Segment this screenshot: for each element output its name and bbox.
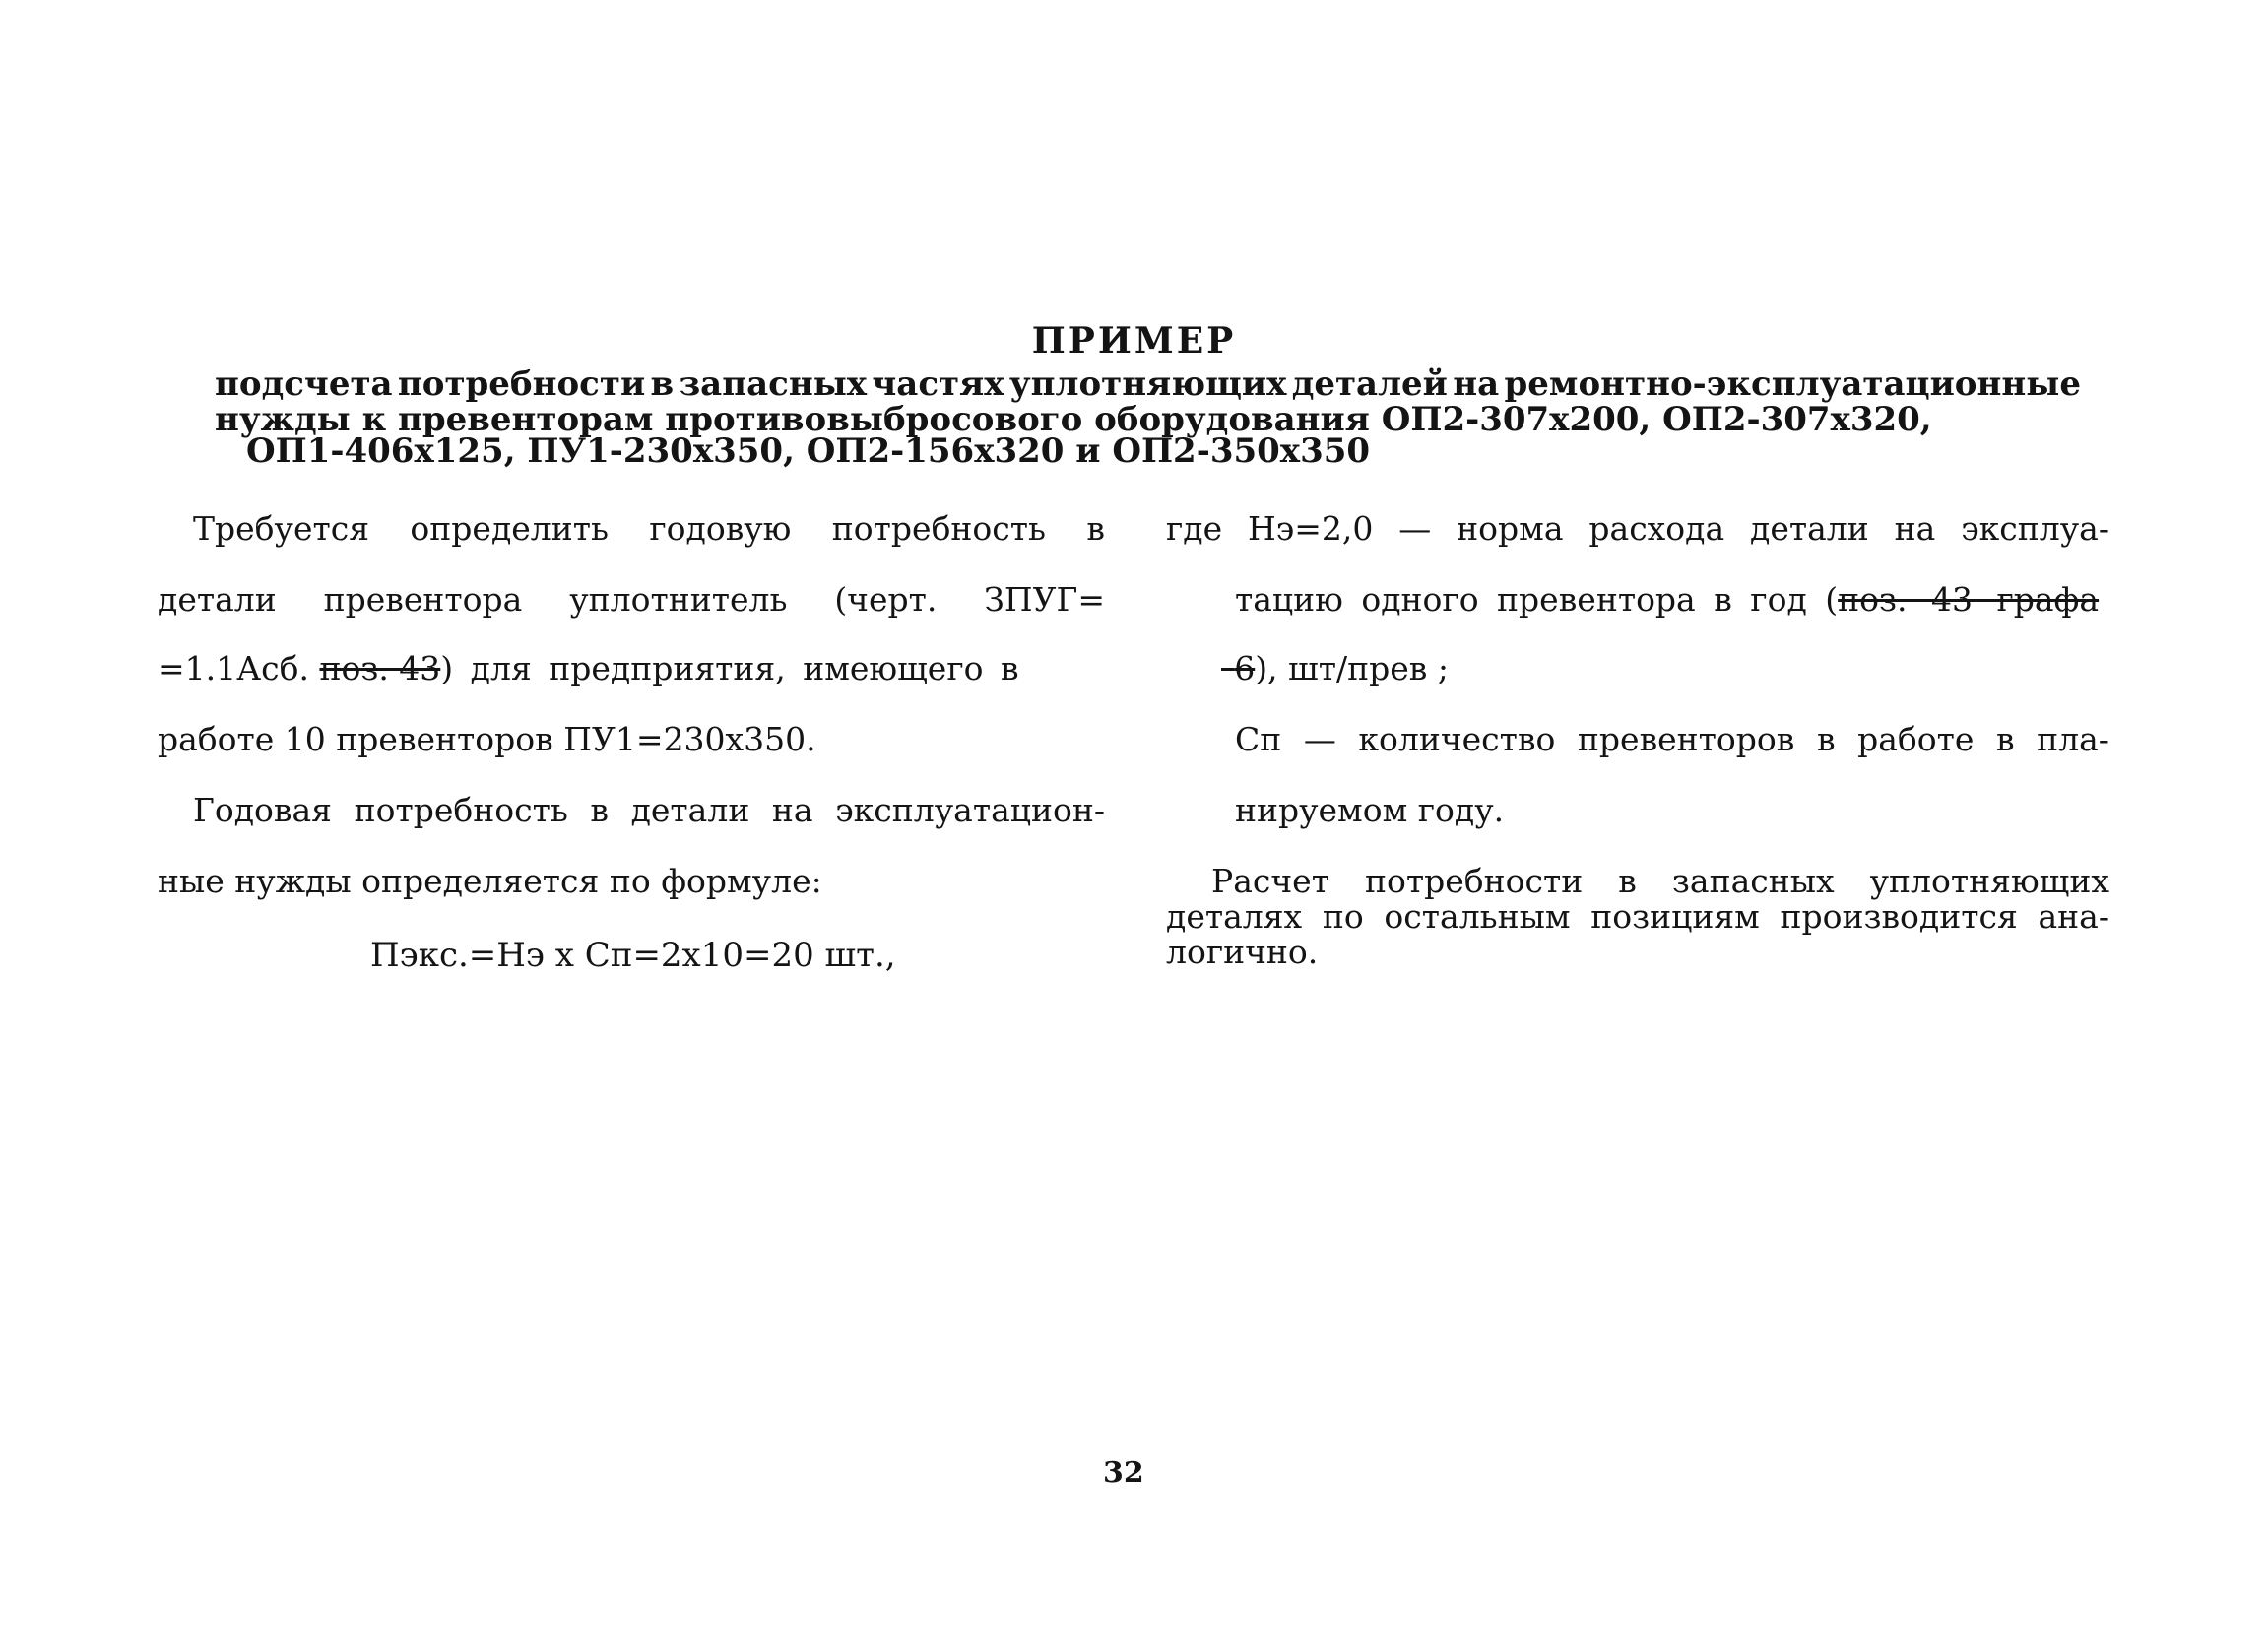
left-p2-line-1 bbox=[193, 791, 1105, 829]
right-p1-line-3 bbox=[1221, 649, 1449, 687]
word: позициям bbox=[1590, 897, 1760, 936]
word: детали bbox=[630, 791, 750, 829]
subtitle-word: подсчета bbox=[215, 364, 393, 404]
word: превентора bbox=[323, 580, 523, 619]
left-p1-line-4: работе 10 превенторов ПУ1=230х350. bbox=[158, 720, 816, 758]
word: в bbox=[590, 791, 609, 829]
struck-dash bbox=[1221, 649, 1234, 687]
word: работе bbox=[1857, 720, 1975, 758]
subtitle-word: частях bbox=[872, 364, 1004, 404]
word: — bbox=[1398, 509, 1432, 548]
word: ана- bbox=[2038, 897, 2109, 936]
word: детали bbox=[1750, 509, 1869, 548]
word: норма bbox=[1457, 509, 1564, 548]
right-p2-line-2 bbox=[1166, 897, 2109, 936]
word: количество bbox=[1358, 720, 1556, 758]
word: на bbox=[771, 791, 813, 829]
subtitle-line-3: ОП1-406х125, ПУ1-230х350, ОП2-156х320 и ОП2-350х350 bbox=[246, 431, 1371, 471]
left-p1-line-1 bbox=[193, 509, 1105, 548]
word: — bbox=[1303, 720, 1336, 758]
subtitle-line-1 bbox=[215, 364, 2081, 404]
word: производится bbox=[1780, 897, 2018, 936]
word: определить bbox=[410, 509, 609, 548]
word: в bbox=[1995, 720, 2015, 758]
formula: Пэкс.=Нэ х Сп=2х10=20 шт., bbox=[370, 936, 896, 975]
word: потребность bbox=[354, 791, 568, 829]
page-number: 32 bbox=[1103, 1456, 1144, 1490]
subtitle-word: в bbox=[650, 364, 675, 404]
word: на bbox=[1894, 509, 1936, 548]
word: Годовая bbox=[193, 791, 332, 829]
word: годовую bbox=[649, 509, 792, 548]
word: деталях bbox=[1166, 897, 1303, 936]
right-p2-line-3: логично. bbox=[1166, 933, 1319, 971]
subtitle-word: потребности bbox=[397, 364, 646, 404]
word: превенторов bbox=[1577, 720, 1795, 758]
word: потребность bbox=[831, 509, 1047, 548]
right-p1-line-5: нируемом году. bbox=[1235, 791, 1505, 829]
word: уплотнитель bbox=[569, 580, 788, 619]
text-span: тацию одного превентора в год ( bbox=[1235, 580, 1839, 619]
left-p1-line-3 bbox=[158, 649, 1105, 687]
word: (черт. bbox=[834, 580, 938, 619]
text-span: ) для предприятия, имеющего в bbox=[440, 649, 1019, 687]
left-p2-line-2: ные нужды определяется по формуле: bbox=[158, 862, 822, 900]
word: остальным bbox=[1384, 897, 1571, 936]
word: пла- bbox=[2037, 720, 2109, 758]
subtitle-word: ремонтно-эксплуатационные bbox=[1504, 364, 2081, 404]
word: Сп bbox=[1235, 720, 1282, 758]
subtitle-word: на bbox=[1453, 364, 1500, 404]
subtitle-word: уплотняющих bbox=[1008, 364, 1287, 404]
struck-text: поз. 43 графа bbox=[1838, 580, 2100, 619]
subtitle-line-2: нужды к превенторам противовыбросового оборудования ОП2-307х200, ОП2-307х320, bbox=[215, 400, 1932, 439]
text-span: ), шт/прев ; bbox=[1255, 649, 1449, 687]
word: в bbox=[1618, 862, 1637, 900]
word: эксплуа- bbox=[1961, 509, 2109, 548]
struck-text: поз. 43 bbox=[319, 649, 441, 687]
word: в bbox=[1816, 720, 1836, 758]
word: расхода bbox=[1588, 509, 1725, 548]
left-p1-line-2 bbox=[158, 580, 1105, 619]
right-p1-line-4 bbox=[1235, 720, 2109, 758]
word: уплотняющих bbox=[1869, 862, 2109, 900]
word: запасных bbox=[1671, 862, 1835, 900]
word: Требуется bbox=[193, 509, 370, 548]
word: Нэ=2,0 bbox=[1248, 509, 1374, 548]
subtitle-word: деталей bbox=[1291, 364, 1448, 404]
struck-text: 6 bbox=[1234, 649, 1256, 687]
word: эксплуатацион- bbox=[835, 791, 1105, 829]
word: где bbox=[1166, 509, 1223, 548]
page-title: ПРИМЕР bbox=[1031, 320, 1237, 361]
right-p2-line-1 bbox=[1211, 862, 2109, 900]
word: в bbox=[1086, 509, 1105, 548]
word: Расчет bbox=[1211, 862, 1329, 900]
word: ЗПУГ= bbox=[984, 580, 1105, 619]
subtitle-word: запасных bbox=[679, 364, 868, 404]
text-span: =1.1Асб. bbox=[158, 649, 320, 687]
word: по bbox=[1322, 897, 1364, 936]
right-p1-line-1 bbox=[1166, 509, 2109, 548]
right-p1-line-2 bbox=[1235, 580, 2109, 619]
word: потребности bbox=[1365, 862, 1584, 900]
word: детали bbox=[158, 580, 277, 619]
